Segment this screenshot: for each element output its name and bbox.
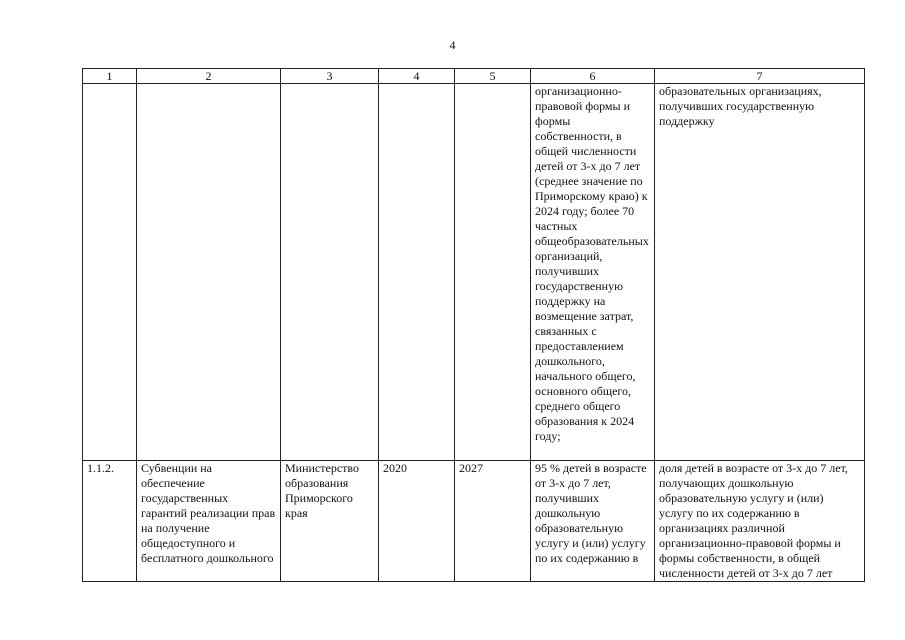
table-row-1-1-2 xyxy=(83,461,865,582)
table-row-continuation xyxy=(83,84,865,461)
cell-expected-result: 95 % детей в возрасте от 3-х до 7 лет, получивших дошкольную образовательную услугу и (или) услугу по их содержанию в xyxy=(531,461,655,582)
cell-end-year xyxy=(455,84,531,461)
cell-end-year: 2027 xyxy=(455,461,531,582)
header-row xyxy=(83,69,865,84)
cell-number: 1.1.2. xyxy=(83,461,137,582)
column-header-4: 4 xyxy=(379,69,455,84)
cell-expected-result: организационно-правовой формы и формы собственности, в общей численности детей от 3-х до 7 лет (среднее значение по Приморскому краю) к 2024 году; более 70 частных общеобразовательных организаций, получивших государственную поддержку на возмещение затрат, связанных с предоставлением дошкольного, начального общего, основного общего, среднего общего образования к 2024 году; xyxy=(531,84,655,461)
column-header-7: 7 xyxy=(655,69,865,84)
cell-executor: Министерство образования Приморского края xyxy=(281,461,379,582)
cell-start-year xyxy=(379,84,455,461)
column-header-2: 2 xyxy=(137,69,281,84)
column-header-5: 5 xyxy=(455,69,531,84)
cell-indicator: доля детей в возрасте от 3-х до 7 лет, получающих дошкольную образовательную услугу и (или) услугу по их содержанию в организациях различной организационно-правовой формы и формы собственности, в общей численности детей от 3-х до 7 лет xyxy=(655,461,865,582)
column-header-1: 1 xyxy=(83,69,137,84)
page-number: 4 xyxy=(449,38,456,52)
cell-indicator: образовательных организациях, получивших государственную поддержку xyxy=(655,84,865,461)
cell-start-year: 2020 xyxy=(379,461,455,582)
cell-measure-name: Субвенции на обеспечение государственных гарантий реализации прав на получение общедоступного и бесплатного дошкольного xyxy=(137,461,281,582)
program-table xyxy=(82,68,865,582)
cell-executor xyxy=(281,84,379,461)
column-header-6: 6 xyxy=(531,69,655,84)
cell-measure-name xyxy=(137,84,281,461)
cell-number xyxy=(83,84,137,461)
column-header-3: 3 xyxy=(281,69,379,84)
